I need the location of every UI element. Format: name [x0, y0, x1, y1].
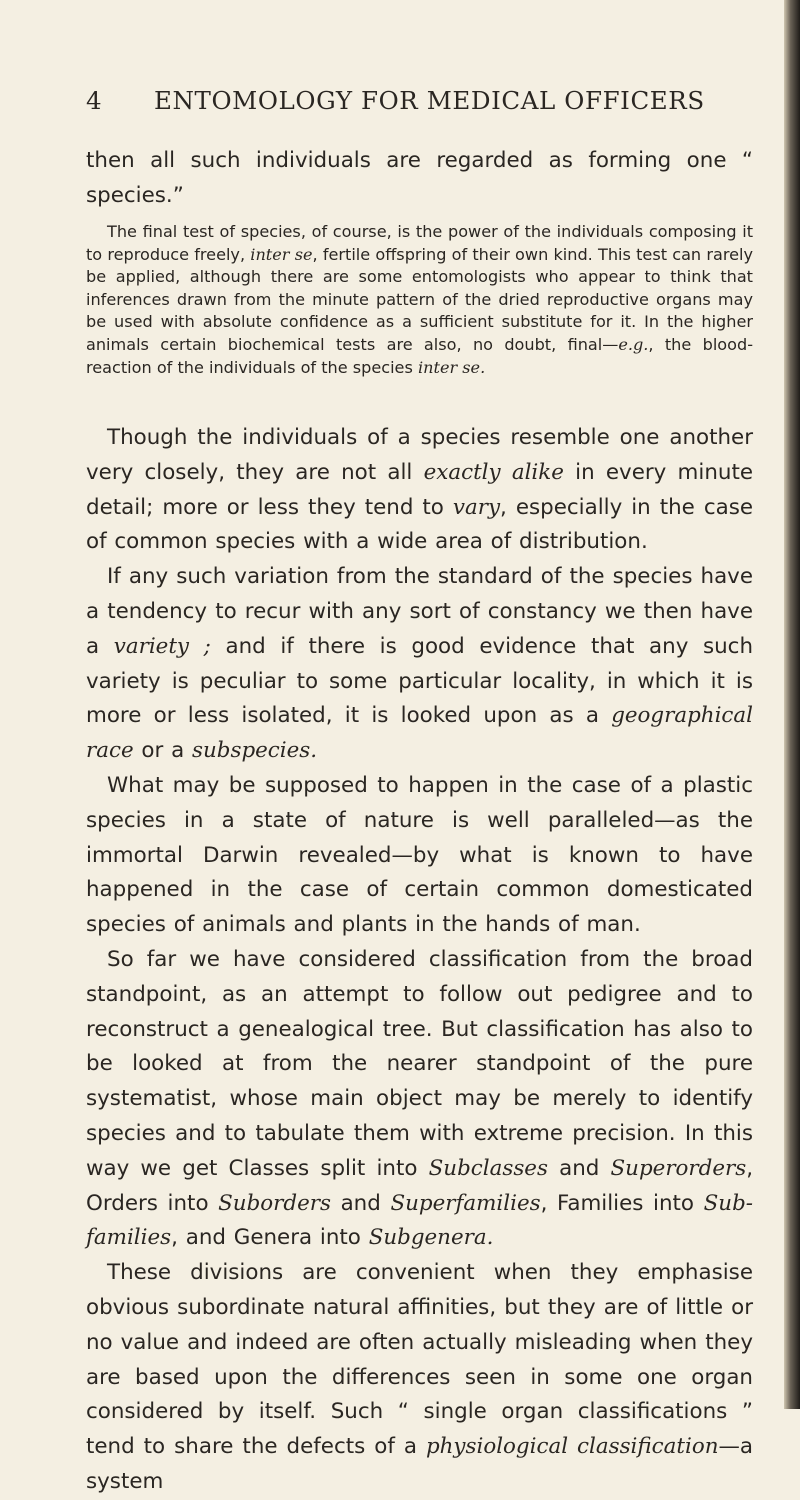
page-number: 4: [86, 86, 103, 115]
paragraph-classification: So far we have considered classification from the broad standpoint, as an attempt to follow out pedigree and to reconstruct a genealogical tree. But classification has also to be looked at from the nearer standpoint of the pure systematist, whose main object may be merely to identify species and to tabulate them with extreme precision. In this way we get Classes split into Subclasses and Superorders, Orders into Suborders and Superfamilies, Families into Subfamilies, and Genera into Subgenera.: [86, 946, 754, 1251]
opening-block: [86, 144, 753, 214]
paragraph-variation: Though the individuals of a species resemble one another very closely, they are not all exactly alike in every minute detail; more or less they tend to vary, especially in the case of common species with a wide area of distribution.: [86, 425, 753, 555]
paragraph-divisions: These divisions are convenient when they emphasise obvious subordinate natural affinities, but they are of little or no value and indeed are often actually misleading when they are based upon the differences seen in some one organ considered by itself. Such “ single organ classifications ” tend to share the defects of a physiological classification—a system: [86, 1260, 753, 1494]
paragraph-darwin: What may be supposed to happen in the case of a plastic species in a state of nature is well paralleled—as the immortal Darwin revealed—by what is known to have happened in the case of certain common domesticated species of animals and plants in the hands of man.: [86, 772, 753, 938]
page-edge-shadow: [784, 0, 800, 1409]
paragraph-variety: If any such variation from the standard of the species have a tendency to recur with any sort of constancy we then have a variety ; and if there is good evidence that any such variety is peculiar to some particular locality, in which it is more or less isolated, it is looked upon as a geographical race or a subspecies.: [86, 564, 754, 764]
note-paragraph: The final test of species, of course, is the power of the individuals composing it to reproduce freely, inter se, fertile offspring of their own kind. This test can rarely be applied, although there are some entomologists who appear to think that inferences drawn from the minute pattern of the dried reproductive organs may be used with absolute confidence as a sufficient substitute for it. In the higher animals certain biochemical tests are also, no doubt, final—e.g., the blood-reaction of the individuals of the species inter se.: [86, 222, 754, 377]
species-note: [86, 221, 753, 379]
running-title: ENTOMOLOGY FOR MEDICAL OFFICERS: [154, 86, 705, 115]
main-text: [86, 421, 753, 1500]
running-header: [86, 86, 766, 115]
opening-paragraph: then all such individuals are regarded as forming one “ species.”: [86, 148, 753, 208]
